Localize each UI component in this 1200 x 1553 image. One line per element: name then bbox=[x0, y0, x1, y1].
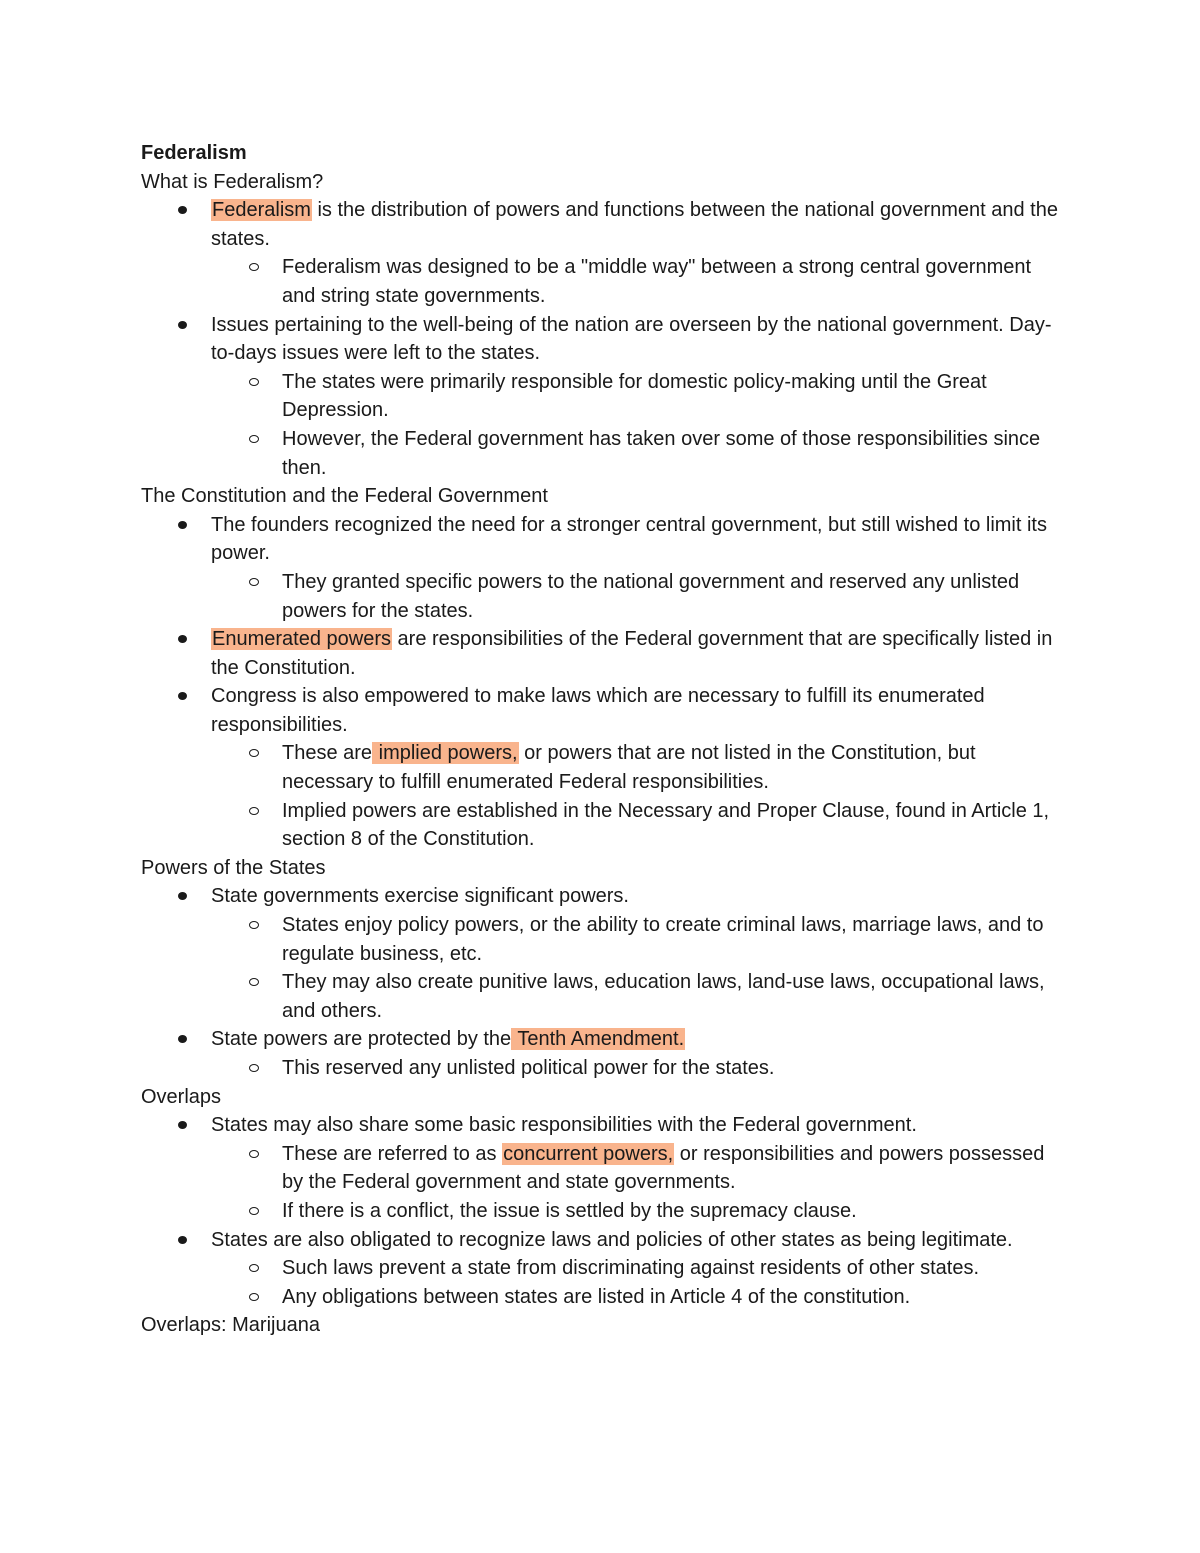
sub-bullet-item bbox=[141, 968, 1061, 1025]
filled-bullet-icon bbox=[178, 1236, 187, 1244]
bullet-item-text: is the distribution of powers and functions between the national government and the states. bbox=[211, 199, 1058, 250]
sub-bullet-item-text: These are bbox=[282, 742, 373, 765]
section-heading: Powers of the States bbox=[141, 856, 326, 879]
sub-bullet-item bbox=[141, 1054, 1061, 1083]
bullet-item-text: The founders recognized the need for a stronger central government, but still wished to limit its power. bbox=[211, 513, 1047, 565]
bullet-item-text: are responsibilities of the Federal government that are specifically listed in the Constitution. bbox=[211, 628, 1053, 679]
highlighted-term: implied powers, bbox=[373, 742, 518, 765]
bullet-item-text: States may also share some basic responsibilities with the Federal government. bbox=[211, 1114, 917, 1137]
sub-bullet-item-text: Federalism was designed to be a "middle way" between a strong central government and string state governments. bbox=[282, 256, 1032, 307]
sub-bullet-item-text: They granted specific powers to the national government and reserved any unlisted powers for the states. bbox=[282, 570, 1020, 622]
hollow-bullet-icon bbox=[249, 263, 259, 271]
sub-bullet-item-text: However, the Federal government has taken over some of those responsibilities since then. bbox=[282, 427, 1041, 479]
bullet-item bbox=[141, 1025, 1061, 1054]
filled-bullet-icon bbox=[178, 1121, 187, 1129]
sub-bullet-item bbox=[141, 739, 1061, 796]
sub-bullet-item bbox=[141, 425, 1061, 482]
hollow-bullet-icon bbox=[249, 435, 259, 443]
filled-bullet-icon bbox=[178, 692, 187, 700]
bullet-item bbox=[141, 882, 1061, 911]
hollow-bullet-icon bbox=[249, 749, 259, 757]
bullet-item-text: State powers are protected by the bbox=[211, 1028, 512, 1051]
highlighted-term: Enumerated powers bbox=[212, 628, 391, 651]
hollow-bullet-icon bbox=[249, 1150, 259, 1158]
hollow-bullet-icon bbox=[249, 921, 259, 929]
sub-bullet-item bbox=[141, 911, 1061, 968]
bullet-item bbox=[141, 682, 1061, 739]
bullet-item bbox=[141, 1111, 1061, 1140]
sub-bullet-item-text: The states were primarily responsible for domestic policy-making until the Great Depression. bbox=[282, 370, 987, 422]
document-page bbox=[141, 139, 1061, 1340]
sub-bullet-item-text: States enjoy policy powers, or the ability to create criminal laws, marriage laws, and to regulate business, etc. bbox=[282, 914, 1044, 965]
sub-bullet-item bbox=[141, 568, 1061, 625]
bullet-item bbox=[141, 625, 1061, 682]
bullet-item bbox=[141, 196, 1061, 253]
filled-bullet-icon bbox=[178, 892, 187, 900]
hollow-bullet-icon bbox=[249, 578, 259, 586]
filled-bullet-icon bbox=[178, 206, 187, 214]
sub-bullet-item bbox=[141, 797, 1061, 854]
sub-bullet-item-text: or responsibilities and powers possessed by the Federal government and state governments. bbox=[282, 1142, 1045, 1194]
sub-bullet-item bbox=[141, 1254, 1061, 1283]
section-heading: What is Federalism? bbox=[141, 170, 324, 193]
section-heading: Overlaps: Marijuana bbox=[141, 1314, 320, 1337]
filled-bullet-icon bbox=[178, 521, 187, 529]
sub-bullet-item bbox=[141, 1197, 1061, 1226]
sub-bullet-item bbox=[141, 253, 1061, 310]
hollow-bullet-icon bbox=[249, 807, 259, 815]
section-heading: Overlaps bbox=[141, 1085, 222, 1108]
filled-bullet-icon bbox=[178, 321, 187, 329]
sub-bullet-item bbox=[141, 1283, 1061, 1312]
document-title: Federalism bbox=[141, 142, 247, 164]
bullet-item-text: State governments exercise significant powers. bbox=[211, 885, 629, 908]
hollow-bullet-icon bbox=[249, 1293, 259, 1301]
sub-bullet-item-text: Such laws prevent a state from discriminating against residents of other states. bbox=[282, 1257, 980, 1280]
sub-bullet-item-text: or powers that are not listed in the Constitution, but necessary to fulfill enumerated Federal responsibilities. bbox=[282, 742, 976, 794]
section-heading: The Constitution and the Federal Government bbox=[141, 485, 548, 508]
hollow-bullet-icon bbox=[249, 1207, 259, 1215]
highlighted-term: Tenth Amendment. bbox=[512, 1028, 685, 1051]
bullet-item bbox=[141, 311, 1061, 368]
bullet-item bbox=[141, 1226, 1061, 1255]
bullet-item bbox=[141, 511, 1061, 568]
bullet-item-text: States are also obligated to recognize laws and policies of other states as being legitimate. bbox=[211, 1228, 1013, 1251]
bullet-item-text: Congress is also empowered to make laws which are necessary to fulfill its enumerated responsibilities. bbox=[211, 685, 985, 736]
hollow-bullet-icon bbox=[249, 978, 259, 986]
filled-bullet-icon bbox=[178, 1035, 187, 1043]
sub-bullet-item-text: They may also create punitive laws, education laws, land-use laws, occupational laws, and others. bbox=[282, 971, 1045, 1022]
sub-bullet-item-text: Any obligations between states are listed in Article 4 of the constitution. bbox=[282, 1285, 911, 1308]
hollow-bullet-icon bbox=[249, 1064, 259, 1072]
sub-bullet-item bbox=[141, 1140, 1061, 1197]
document-body bbox=[141, 168, 1061, 1340]
sub-bullet-item bbox=[141, 368, 1061, 425]
sub-bullet-item-text: This reserved any unlisted political power for the states. bbox=[282, 1057, 775, 1079]
sub-bullet-item-text: Implied powers are established in the Necessary and Proper Clause, found in Article 1, section 8 of the Constitution. bbox=[282, 799, 1050, 851]
highlighted-term: Federalism bbox=[212, 199, 311, 222]
hollow-bullet-icon bbox=[249, 378, 259, 386]
sub-bullet-item-text: These are referred to as bbox=[282, 1142, 503, 1165]
hollow-bullet-icon bbox=[249, 1264, 259, 1272]
filled-bullet-icon bbox=[178, 635, 187, 643]
sub-bullet-item-text: If there is a conflict, the issue is settled by the supremacy clause. bbox=[282, 1199, 857, 1222]
bullet-item-text: Issues pertaining to the well-being of the nation are overseen by the national government. Day-to-days issues were left to the states. bbox=[211, 313, 1052, 365]
highlighted-term: concurrent powers, bbox=[503, 1142, 674, 1165]
